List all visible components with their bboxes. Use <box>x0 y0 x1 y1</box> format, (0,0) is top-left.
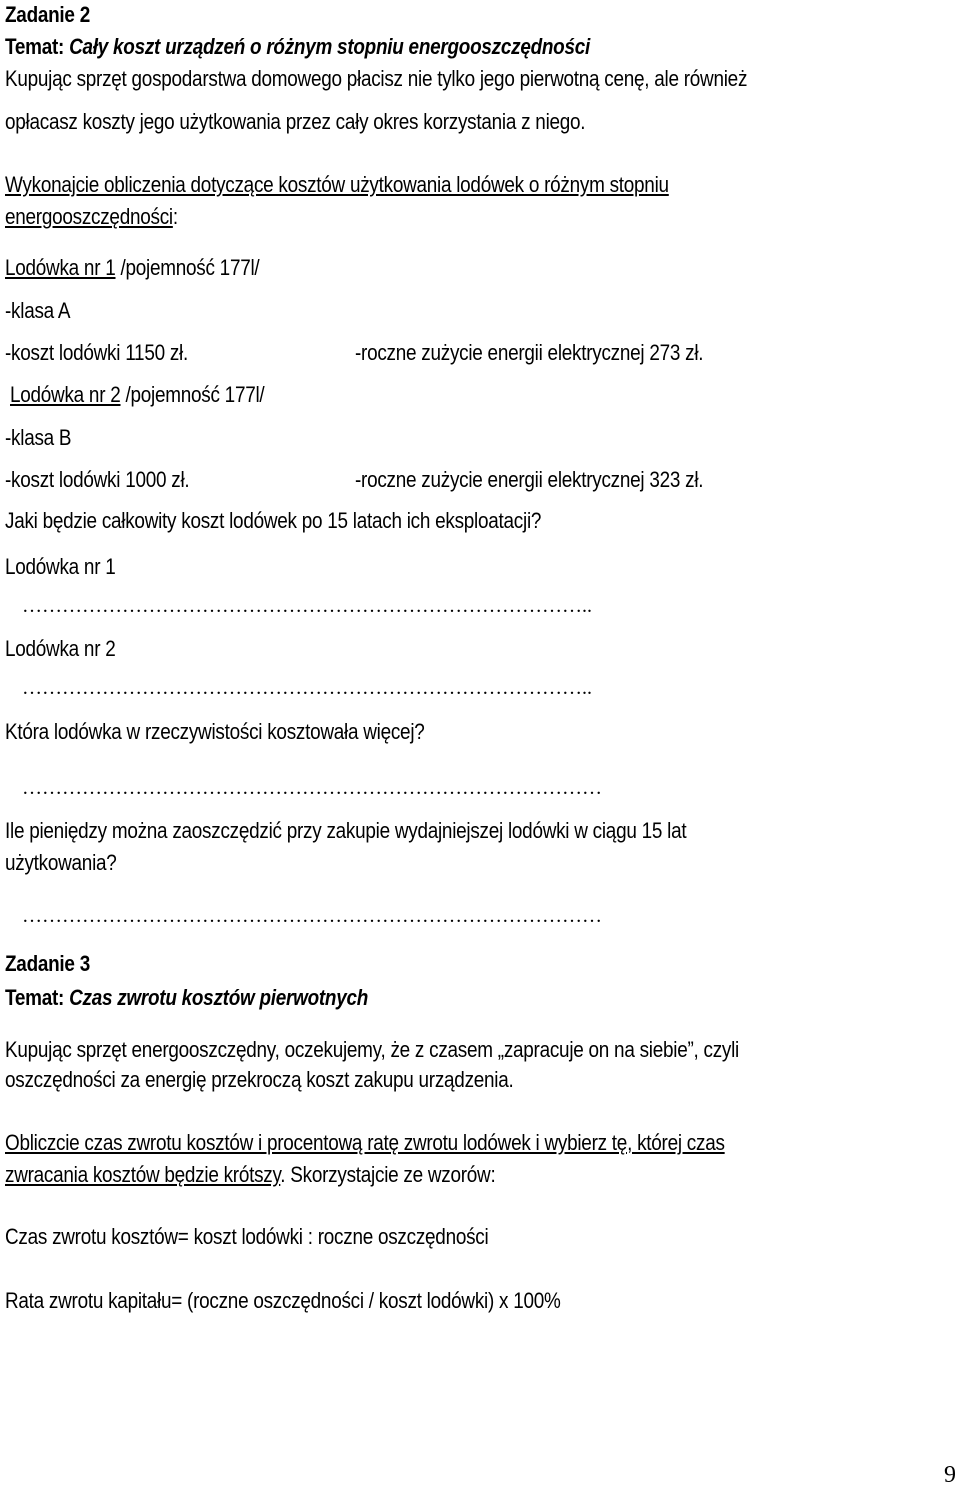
task2-topic-label: Temat: <box>5 34 65 59</box>
task2-topic-title: Cały koszt urządzeń o różnym stopniu energooszczędności <box>69 34 591 59</box>
task2-instruction-line1: Wykonajcie obliczenia dotyczące kosztów użytkowania lodówek o różnym stopniu <box>5 172 669 197</box>
task2-intro-line1: Kupując sprzęt gospodarstwa domowego płacisz nie tylko jego pierwotną cenę, ale również <box>5 66 748 91</box>
answer-label-fridge1: Lodówka nr 1 <box>5 554 116 579</box>
answer-line-savings[interactable]: …………………………………………………………………………… <box>22 905 602 927</box>
fridge1-name: Lodówka nr 1 <box>5 255 116 280</box>
task3-topic-title: Czas zwrotu kosztów pierwotnych <box>69 985 369 1010</box>
question-total-cost: Jaki będzie całkowity koszt lodówek po 15 latach ich eksploatacji? <box>5 508 542 533</box>
formula-return-rate: Rata zwrotu kapitału= (roczne oszczędności / koszt lodówki) x 100% <box>5 1288 561 1313</box>
task3-instruction-line2 <box>5 1162 575 1188</box>
task3-topic-label: Temat: <box>5 985 65 1010</box>
task2-topic <box>5 34 685 60</box>
fridge1-title <box>5 255 301 281</box>
task3-intro-line2: oszczędności za energię przekroczą koszt zakupu urządzenia. <box>5 1067 514 1092</box>
fridge1-cost: -koszt lodówki 1150 zł. <box>5 340 189 365</box>
answer-line-fridge1[interactable]: ………………………………………………………………………….. <box>22 595 592 617</box>
fridge1-class: -klasa A <box>5 298 71 323</box>
task3-intro-line1: Kupując sprzęt energooszczędny, oczekujemy, że z czasem „zapracuje on na siebie”, czyli <box>5 1037 740 1062</box>
task3-topic <box>5 985 427 1011</box>
task3-instruction-line1: Obliczcie czas zwrotu kosztów i procentową ratę zwrotu lodówek i wybierz tę, której czas <box>5 1130 725 1155</box>
page-number: 9 <box>944 1462 956 1488</box>
formula-payback-time: Czas zwrotu kosztów= koszt lodówki : roczne oszczędności <box>5 1224 489 1249</box>
task2-intro-line2: opłacasz koszty jego użytkowania przez cały okres korzystania z niego. <box>5 109 586 134</box>
fridge2-class: -klasa B <box>5 425 72 450</box>
fridge1-energy: -roczne zużycie energii elektrycznej 273 zł. <box>355 340 704 365</box>
task2-heading: Zadanie 2 <box>5 2 90 27</box>
fridge2-capacity: /pojemność 177l/ <box>120 382 265 407</box>
question-savings-line1: Ile pieniędzy można zaoszczędzić przy zakupie wydajniejszej lodówki w ciągu 15 lat <box>5 818 687 843</box>
answer-line-fridge2[interactable]: ………………………………………………………………………….. <box>22 677 592 699</box>
fridge2-name: Lodówka nr 2 <box>10 382 121 407</box>
fridge2-cost: -koszt lodówki 1000 zł. <box>5 467 190 492</box>
fridge2-energy: -roczne zużycie energii elektrycznej 323 zł. <box>355 467 704 492</box>
fridge2-title <box>10 382 306 408</box>
task2-instruction-colon: : <box>172 204 178 229</box>
fridge1-capacity: /pojemność 177l/ <box>115 255 260 280</box>
task2-instruction-underlined: energooszczędności <box>5 204 173 229</box>
question-savings-line2: użytkowania? <box>5 850 117 875</box>
task3-heading: Zadanie 3 <box>5 951 90 976</box>
task3-instruction-rest: . Skorzystajcie ze wzorów: <box>280 1162 496 1187</box>
answer-line-which-fridge[interactable]: …………………………………………………………………………… <box>22 777 602 799</box>
question-which-fridge: Która lodówka w rzeczywistości kosztowała więcej? <box>5 719 425 744</box>
answer-label-fridge2: Lodówka nr 2 <box>5 636 116 661</box>
task2-instruction-line2 <box>5 204 206 230</box>
task3-instruction-underlined: zwracania kosztów będzie krótszy <box>5 1162 281 1187</box>
